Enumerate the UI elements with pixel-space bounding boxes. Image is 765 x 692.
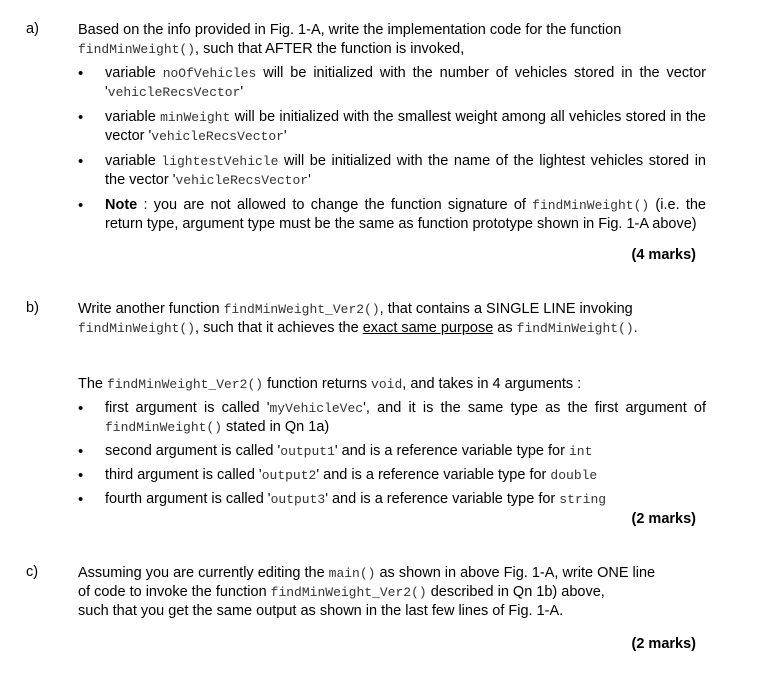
bullet-item: • Note : you are not allowed to change the function signature of findMinWeight() (i.e. the return type, argument type must be the same as function prototype shown in Fig. 1-A above) xyxy=(78,196,706,234)
bullet-item: • second argument is called 'output1' and is a reference variable type for int xyxy=(78,442,706,461)
question-a-marks: (4 marks) xyxy=(631,247,696,263)
question-b-description: The findMinWeight_Ver2() function returns void, and takes in 4 arguments : xyxy=(78,376,582,392)
bullet-item: • third argument is called 'output2' and is a reference variable type for double xyxy=(78,466,706,485)
question-a-intro: Based on the info provided in Fig. 1-A, write the implementation code for the function findMinWeight(), such that AFTER the function is invoked, xyxy=(78,22,622,57)
question-a-label: a) xyxy=(26,21,39,37)
question-b-label: b) xyxy=(26,300,39,316)
bullet-item: • variable minWeight will be initialized with the smallest weight among all vehicles stored in the vector 'vehicleRecsVector' xyxy=(78,108,706,146)
bullet-item: • variable lightestVehicle will be initialized with the name of the lightest vehicles stored in the vector 'vehicleRecsVector' xyxy=(78,152,706,190)
bullet-item: • first argument is called 'myVehicleVec', and it is the same type as the first argument of findMinWeight() stated in Qn 1a) xyxy=(78,399,706,437)
bullet-item: • variable noOfVehicles will be initialized with the number of vehicles stored in the vector 'vehicleRecsVector' xyxy=(78,64,706,102)
question-b-marks: (2 marks) xyxy=(631,511,696,527)
question-c-body: Assuming you are currently editing the main() as shown in above Fig. 1-A, write ONE line of code to invoke the function findMinWeight_Ver2() described in Qn 1b) above, such that you get the same output as shown in the last few lines of Fig. 1-A. xyxy=(78,565,656,619)
question-c-marks: (2 marks) xyxy=(631,636,696,652)
bullet-item: • fourth argument is called 'output3' and is a reference variable type for string xyxy=(78,490,706,509)
question-a-bullets xyxy=(78,64,706,234)
question-c-label: c) xyxy=(26,564,39,580)
question-b-bullets xyxy=(78,399,706,509)
question-b-intro: Write another function findMinWeight_Ver2(), that contains a SINGLE LINE invoking findMinWeight(), such that it achieves the exact same purpose as findMinWeight(). xyxy=(78,301,638,336)
